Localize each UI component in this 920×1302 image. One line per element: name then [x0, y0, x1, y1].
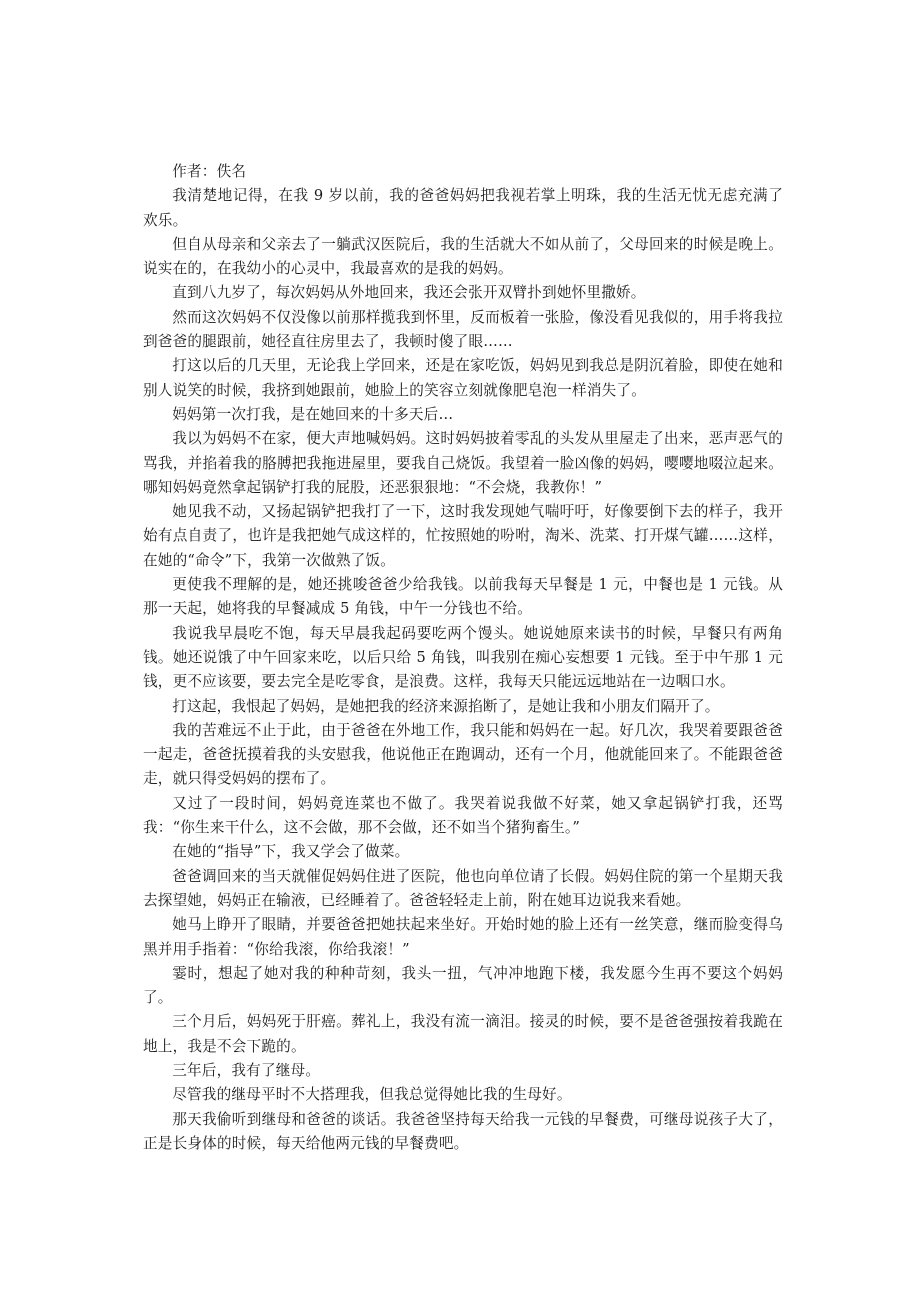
paragraph: 但自从母亲和父亲去了一躺武汉医院后，我的生活就大不如从前了，父母回来的时候是晚上。说实在的，在我幼小的心灵中，我最喜欢的是我的妈妈。	[143, 235, 783, 278]
paragraph: 我清楚地记得，在我 9 岁以前，我的爸爸妈妈把我视若掌上明珠，我的生活无忧无虑充满了欢乐。	[143, 187, 783, 229]
paragraph: 我说我早晨吃不饱，每天早晨我起码要吃两个馒头。她说她原来读书的时候，早餐只有两角钱。她还说饿了中午回家来吃，以后只给 5 角钱，叫我别在痴心妄想要 1 元钱。至于中午那 1 元钱，更不应该要，要去完全是吃零食，是浪费。这样，我每天只能远远地站在一边咽口水。	[143, 624, 783, 691]
paragraph: 三个月后，妈妈死于肝癌。葬礼上，我没有流一滴泪。接灵的时候，要不是爸爸强按着我跪在地上，我是不会下跪的。	[143, 1013, 783, 1055]
paragraph: 在她的“指导”下，我又学会了做菜。	[172, 843, 410, 861]
paragraph: 妈妈第一次打我，是在她回来的十多天后…	[172, 405, 454, 423]
paragraph: 爸爸调回来的当天就催促妈妈住进了医院，他也向单位请了长假。妈妈住院的第一个星期天我去探望她，妈妈正在输液，已经睡着了。爸爸轻轻走上前，附在她耳边说我来看她。	[143, 867, 783, 909]
paragraph: 更使我不理解的是，她还挑唆爸爸少给我钱。以前我每天早餐是 1 元，中餐也是 1 元钱。从那一天起，她将我的早餐减成 5 角钱，中午一分钱也不给。	[143, 576, 783, 618]
paragraph: 我以为妈妈不在家，便大声地喊妈妈。这时妈妈披着零乱的头发从里屋走了出来，恶声恶气的骂我，并掐着我的胳膊把我拖进屋里，要我自己烧饭。我望着一脸凶像的妈妈，嘤嘤地啜泣起来。哪知妈妈竟然拿起锅铲打我的屁股，还恶狠狠地：“不会烧，我教你！”	[143, 430, 783, 496]
paragraph: 然而这次妈妈不仅没像以前那样揽我到怀里，反而板着一张脸，像没看见我似的，用手将我拉到爸爸的腿跟前，她径直往房里去了，我顿时傻了眼……	[143, 308, 783, 351]
paragraph: 三年后，我有了继母。	[172, 1061, 321, 1079]
paragraph: 又过了一段时间，妈妈竟连菜也不做了。我哭着说我做不好菜，她又拿起锅铲打我，还骂我：“你生来干什么，这不会做，那不会做，还不如当个猪狗畜生。”	[143, 794, 783, 837]
paragraph: 她见我不动，又扬起锅铲把我打了一下，这时我发现她气喘吁吁，好像要倒下去的样子，我开始有点自责了，也许是我把她气成这样的，忙按照她的吩咐，淘米、洗菜、打开煤气罐……这样，在她的“命令”下，我第一次做熟了饭。	[143, 503, 783, 569]
author-line: 作者：佚名	[172, 163, 247, 180]
paragraph: 打这起，我恨起了妈妈，是她把我的经济来源掐断了，是她让我和小朋友们隔开了。	[172, 697, 720, 715]
paragraph: 打这以后的几天里，无论我上学回来，还是在家吃饭，妈妈见到我总是阴沉着脸，即使在她和别人说笑的时候，我挤到她跟前，她脸上的笑容立刻就像肥皂泡一样消失了。	[143, 357, 783, 399]
article-body	[143, 160, 783, 1156]
paragraph: 她马上睁开了眼睛，并要爸爸把她扶起来坐好。开始时她的脸上还有一丝笑意，继而脸变得乌黑并用手指着：“你给我滚，你给我滚！”	[143, 916, 783, 958]
paragraph: 我的苦难远不止于此，由于爸爸在外地工作，我只能和妈妈在一起。好几次，我哭着要跟爸爸一起走，爸爸抚摸着我的头安慰我，他说他正在跑调动，还有一个月，他就能回来了。不能跟爸爸走，就只得受妈妈的摆布了。	[143, 721, 783, 788]
paragraph: 霎时，想起了她对我的种种苛刻，我头一扭，气冲冲地跑下楼，我发愿今生再不要这个妈妈了。	[143, 964, 783, 1007]
paragraph: 直到八九岁了，每次妈妈从外地回来，我还会张开双臂扑到她怀里撒娇。	[172, 284, 646, 302]
paragraph: 那天我偷听到继母和爸爸的谈话。我爸爸坚持每天给我一元钱的早餐费，可继母说孩子大了，正是长身体的时候，每天给他两元钱的早餐费吧。	[143, 1110, 783, 1152]
paragraph: 尽管我的继母平时不大搭理我，但我总觉得她比我的生母好。	[172, 1086, 572, 1104]
